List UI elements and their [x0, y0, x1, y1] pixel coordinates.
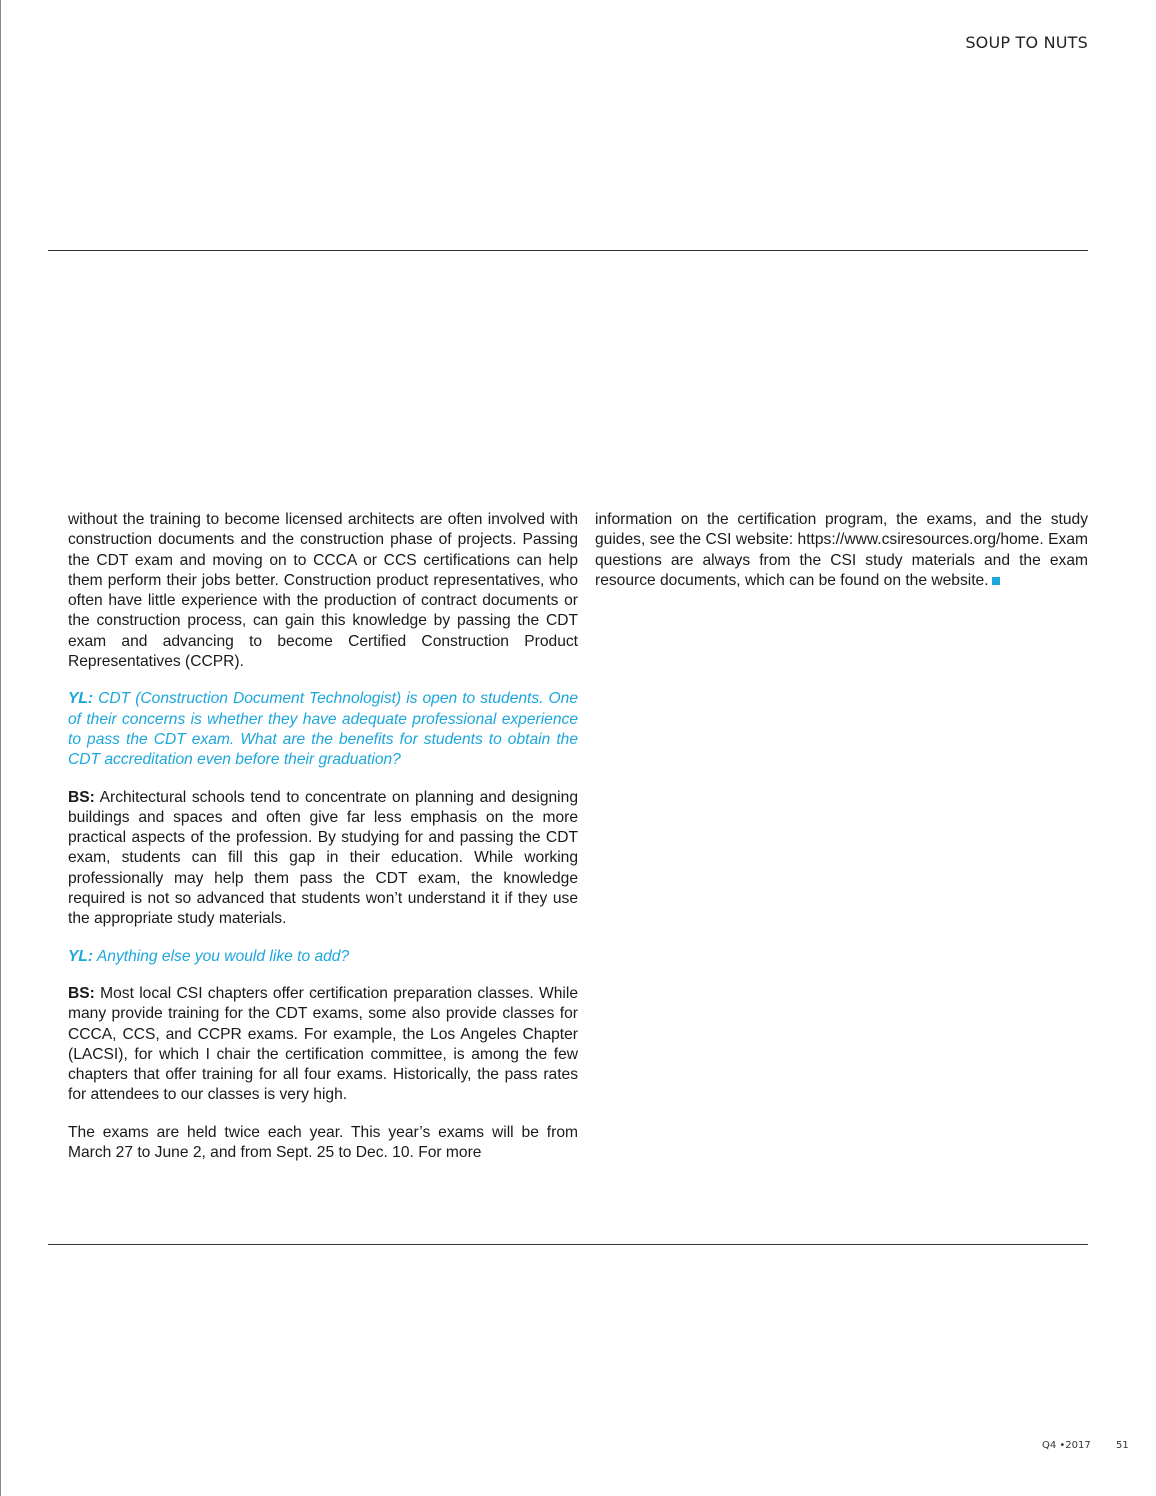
paragraph: [595, 510, 1088, 591]
question-yl: [68, 689, 578, 770]
section-title: SOUP TO NUTS: [965, 33, 1088, 52]
answer-bs: [68, 984, 578, 1106]
speaker-label: BS:: [68, 788, 95, 806]
issue-date: Q4 •2017: [1042, 1440, 1091, 1451]
answer-text: Architectural schools tend to concentrate on planning and designing buildings and spaces and often give far less emphasis on the more practical aspects of the profession. By studying for and passing the CDT exam, students can fill this gap in their education. While working professionally may help them pass the CDT exam, the knowledge required is not so advanced that students won’t understand it if they use the appropriate study materials.: [68, 788, 578, 928]
page-number: 51: [1116, 1440, 1129, 1451]
answer-bs: [68, 788, 578, 930]
question-text: CDT (Construction Document Technologist) is open to students. One of their concerns is whether they have adequate professional experience to pass the CDT exam. What are the benefits for students to obtain the CDT accreditation even before their graduation?: [68, 690, 578, 769]
speaker-label: BS:: [68, 984, 95, 1002]
bottom-divider: [48, 1244, 1088, 1245]
end-mark-icon: [992, 577, 1000, 585]
speaker-label: YL:: [68, 690, 94, 708]
right-column: [595, 510, 1088, 608]
question-yl: [68, 947, 578, 967]
paragraph: without the training to become licensed architects are often involved with construction documents and the construction phase of projects. Passing the CDT exam and moving on to CCCA or CCS certifications can help them perform their jobs better. Construction product representatives, who often have little experience with the production of contract documents or the construction process, can gain this knowledge by passing the CDT exam and advancing to become Certified Construction Product Representatives (CCPR).: [68, 511, 578, 671]
speaker-label: YL:: [68, 947, 94, 965]
top-divider: [48, 250, 1088, 251]
paragraph: The exams are held twice each year. This year’s exams will be from March 27 to June 2, and from Sept. 25 to Dec. 10. For more: [68, 1123, 578, 1162]
question-text: Anything else you would like to add?: [93, 947, 350, 965]
left-column: [68, 510, 578, 1180]
answer-text: Most local CSI chapters offer certification preparation classes. While many provide training for the CDT exams, some also provide classes for CCCA, CCS, and CCPR exams. For example, the Los Angeles Chapter (LACSI), for which I chair the certification committee, is among the few chapters that offer training for all four exams. Historically, the pass rates for attendees to our classes is very high.: [68, 984, 578, 1104]
paragraph-text: information on the certification program, the exams, and the study guides, see the CSI website: https://www.csiresources.org/home. Exam questions are always from the CSI study materials and the exam resource documents, which can be found on the website.: [595, 511, 1088, 589]
page-edge: [0, 0, 1, 1496]
